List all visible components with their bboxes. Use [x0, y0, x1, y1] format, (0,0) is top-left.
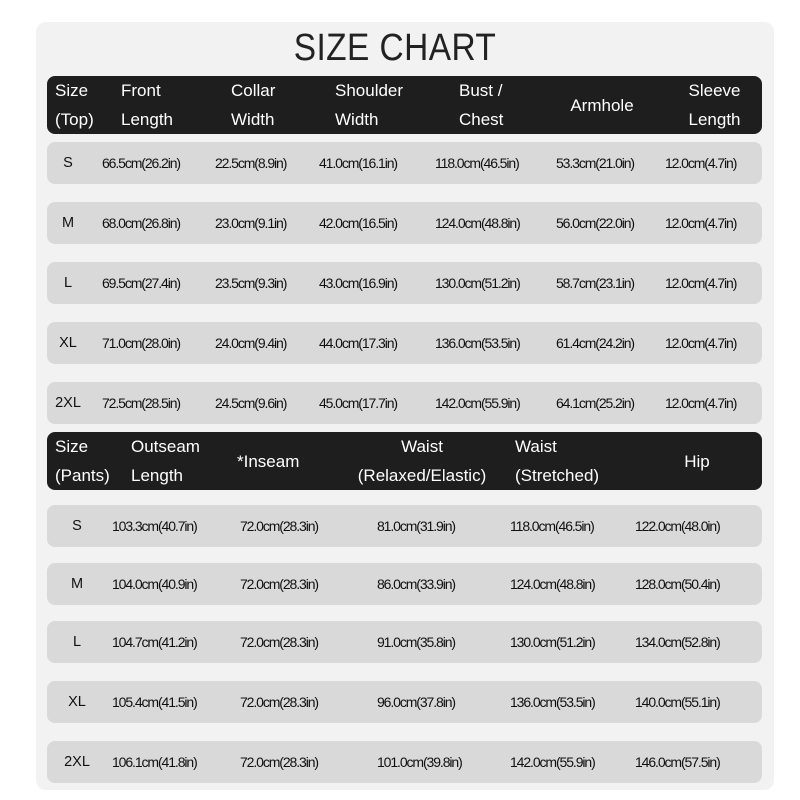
- top-measurement-cell: 72.5cm(28.5in): [102, 395, 180, 411]
- pants-measurement-cell: 104.0cm(40.9in): [112, 576, 197, 592]
- pants-size-label: L: [72, 634, 82, 650]
- top-measurement-cell: 12.0cm(4.7in): [665, 275, 737, 291]
- pants-measurement-cell: 72.0cm(28.3in): [240, 754, 318, 770]
- pants-measurement-cell: 96.0cm(37.8in): [377, 694, 455, 710]
- top-measurement-cell: 23.0cm(9.1in): [215, 215, 287, 231]
- top-measurement-cell: 12.0cm(4.7in): [665, 155, 737, 171]
- top-header-label: Width: [335, 110, 379, 129]
- pants-size-label: 2XL: [64, 754, 90, 770]
- top-header-cell: [231, 76, 311, 134]
- pants-header-label: Hip: [684, 451, 710, 471]
- pants-header-label: Length: [131, 466, 183, 485]
- pants-measurement-cell: 146.0cm(57.5in): [635, 754, 720, 770]
- top-size-label: S: [63, 155, 73, 171]
- top-table-row: [47, 202, 762, 244]
- pants-measurement-cell: 106.1cm(41.8in): [112, 754, 197, 770]
- top-measurement-cell: 142.0cm(55.9in): [435, 395, 520, 411]
- top-measurement-cell: 61.4cm(24.2in): [556, 335, 634, 351]
- top-measurement-cell: 24.0cm(9.4in): [215, 335, 287, 351]
- pants-table-row: [47, 741, 762, 783]
- top-measurement-cell: 68.0cm(26.8in): [102, 215, 180, 231]
- top-measurement-cell: 24.5cm(9.6in): [215, 395, 287, 411]
- pants-measurement-cell: 134.0cm(52.8in): [635, 634, 720, 650]
- pants-size-label: XL: [68, 694, 86, 710]
- top-measurement-cell: 44.0cm(17.3in): [319, 335, 397, 351]
- page-title: SIZE CHART: [293, 27, 497, 69]
- pants-size-label: M: [70, 576, 84, 592]
- top-measurement-cell: 124.0cm(48.8in): [435, 215, 520, 231]
- top-measurement-cell: 56.0cm(22.0in): [556, 215, 634, 231]
- pants-measurement-cell: 130.0cm(51.2in): [510, 634, 595, 650]
- pants-measurement-cell: 118.0cm(46.5in): [510, 518, 594, 534]
- top-measurement-cell: 58.7cm(23.1in): [556, 275, 634, 291]
- top-header-label: Chest: [459, 110, 504, 129]
- pants-header-cell: [131, 432, 231, 490]
- pants-size-label: S: [72, 518, 82, 534]
- pants-measurement-cell: 101.0cm(39.8in): [377, 754, 462, 770]
- top-measurement-cell: 69.5cm(27.4in): [102, 275, 180, 291]
- pants-measurement-cell: 136.0cm(53.5in): [510, 694, 595, 710]
- pants-measurement-cell: 72.0cm(28.3in): [240, 576, 318, 592]
- top-measurement-cell: 53.3cm(21.0in): [556, 155, 634, 171]
- top-header-cell: [557, 76, 647, 134]
- pants-header-label: (Pants): [55, 466, 110, 485]
- top-measurement-cell: 23.5cm(9.3in): [215, 275, 287, 291]
- pants-header-label: (Relaxed/Elastic): [357, 466, 487, 485]
- pants-table-row: [47, 681, 762, 723]
- top-measurement-cell: 66.5cm(26.2in): [102, 155, 180, 171]
- top-header-label: Width: [231, 110, 275, 129]
- pants-measurement-cell: 72.0cm(28.3in): [240, 634, 318, 650]
- pants-header-cell: [342, 432, 502, 490]
- top-measurement-cell: 12.0cm(4.7in): [665, 335, 737, 351]
- pants-table-header: [47, 432, 762, 490]
- pants-measurement-cell: 86.0cm(33.9in): [377, 576, 455, 592]
- top-table-row: [47, 382, 762, 424]
- pants-header-cell: [237, 432, 317, 490]
- pants-measurement-cell: 81.0cm(31.9in): [377, 518, 455, 534]
- top-header-label: Length: [688, 110, 741, 129]
- top-table-row: [47, 322, 762, 364]
- pants-measurement-cell: 142.0cm(55.9in): [510, 754, 595, 770]
- pants-measurement-cell: 122.0cm(48.0in): [635, 518, 720, 534]
- top-size-label: 2XL: [55, 395, 81, 411]
- top-header-label: Front: [121, 81, 161, 100]
- top-measurement-cell: 118.0cm(46.5in): [435, 155, 519, 171]
- top-header-label: Armhole: [570, 95, 634, 115]
- top-table-header: [47, 76, 762, 134]
- pants-measurement-cell: 105.4cm(41.5in): [112, 694, 197, 710]
- top-header-label: Sleeve: [688, 81, 741, 100]
- top-header-cell: [459, 76, 529, 134]
- top-measurement-cell: 12.0cm(4.7in): [665, 215, 737, 231]
- pants-measurement-cell: 124.0cm(48.8in): [510, 576, 595, 592]
- pants-header-cell: [515, 432, 620, 490]
- top-header-cell: [55, 76, 105, 134]
- pants-measurement-cell: 103.3cm(40.7in): [112, 518, 197, 534]
- top-size-label: M: [61, 215, 75, 231]
- top-header-label: Length: [121, 110, 173, 129]
- top-header-label: (Top): [55, 110, 94, 129]
- pants-header-label: (Stretched): [515, 466, 600, 485]
- pants-measurement-cell: 128.0cm(50.4in): [635, 576, 720, 592]
- pants-table-row: [47, 505, 762, 547]
- pants-header-label: Waist: [401, 437, 443, 456]
- pants-measurement-cell: 72.0cm(28.3in): [240, 518, 318, 534]
- pants-table-row: [47, 563, 762, 605]
- top-measurement-cell: 22.5cm(8.9in): [215, 155, 287, 171]
- top-measurement-cell: 64.1cm(25.2in): [556, 395, 634, 411]
- pants-header-label: Outseam: [131, 437, 200, 456]
- top-measurement-cell: 41.0cm(16.1in): [319, 155, 397, 171]
- top-header-cell: [335, 76, 435, 134]
- top-header-label: Collar: [231, 81, 276, 100]
- pants-table-row: [47, 621, 762, 663]
- pants-header-cell: [55, 432, 115, 490]
- pants-measurement-cell: 140.0cm(55.1in): [635, 694, 720, 710]
- pants-measurement-cell: 72.0cm(28.3in): [240, 694, 318, 710]
- pants-header-cell: [647, 432, 747, 490]
- top-measurement-cell: 136.0cm(53.5in): [435, 335, 520, 351]
- pants-header-label: Size: [55, 437, 89, 456]
- top-header-label: Bust /: [459, 81, 503, 100]
- top-size-label: L: [63, 275, 73, 291]
- top-measurement-cell: 71.0cm(28.0in): [102, 335, 180, 351]
- top-header-label: Size: [55, 81, 89, 100]
- top-measurement-cell: 42.0cm(16.5in): [319, 215, 397, 231]
- top-measurement-cell: 43.0cm(16.9in): [319, 275, 397, 291]
- top-measurement-cell: 45.0cm(17.7in): [319, 395, 397, 411]
- top-measurement-cell: 130.0cm(51.2in): [435, 275, 520, 291]
- pants-measurement-cell: 104.7cm(41.2in): [112, 634, 197, 650]
- pants-header-label: *Inseam: [237, 451, 300, 471]
- top-size-label: XL: [59, 335, 77, 351]
- top-table-row: [47, 142, 762, 184]
- pants-measurement-cell: 91.0cm(35.8in): [377, 634, 455, 650]
- top-measurement-cell: 12.0cm(4.7in): [665, 395, 737, 411]
- pants-header-label: Waist: [515, 437, 557, 456]
- top-header-cell: [667, 76, 762, 134]
- top-header-label: Shoulder: [335, 81, 404, 100]
- top-header-cell: [121, 76, 211, 134]
- top-table-row: [47, 262, 762, 304]
